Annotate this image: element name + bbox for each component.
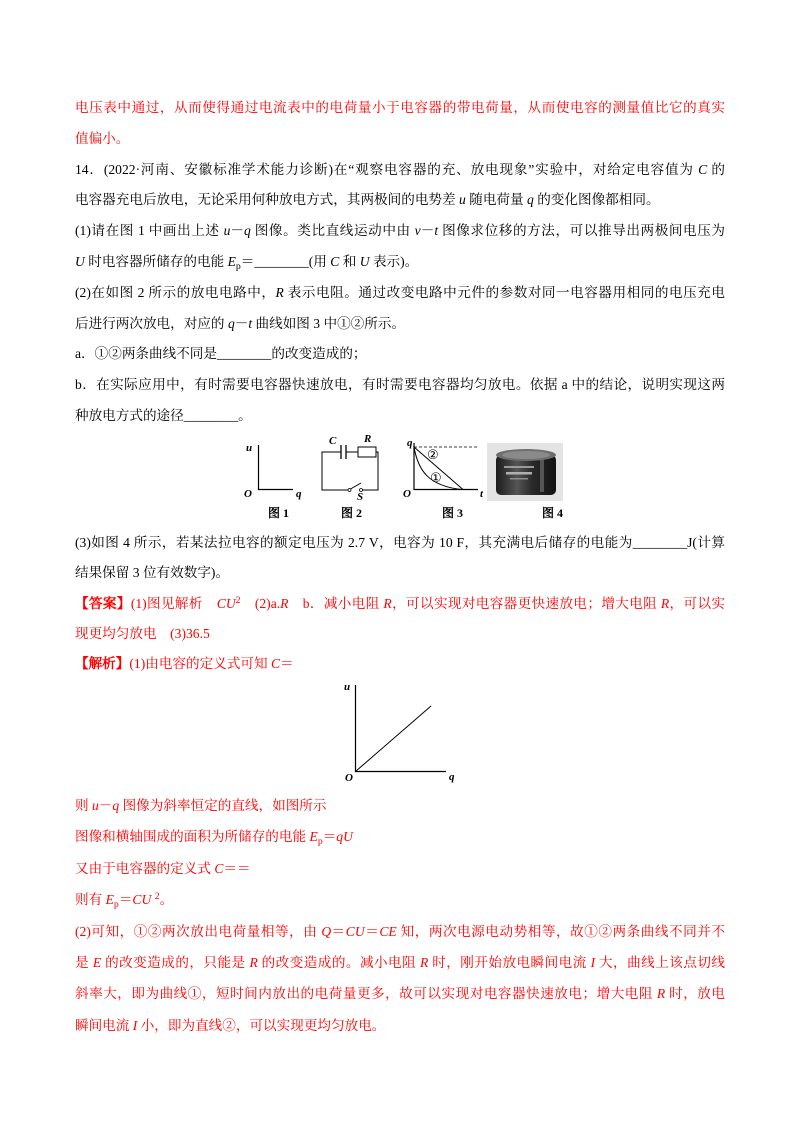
math-symbol: R	[280, 595, 289, 611]
figures-row	[230, 428, 580, 524]
fig1-x-label: q	[296, 488, 302, 500]
text-run: 值偏小。	[75, 130, 130, 146]
text-run: 知，两次电源电动势相等，故①②两条曲线不同并不	[396, 923, 725, 939]
text-run: 大，曲线上该点切线	[595, 954, 725, 970]
text-run: 图像和横轴围成的面积为所储存的电能	[75, 829, 310, 845]
graph-x-label: q	[449, 771, 455, 783]
text-line	[75, 528, 725, 558]
math-symbol: C	[698, 161, 708, 177]
text-run: (2)可知，①②两次放出电荷量相等，由	[75, 923, 322, 939]
text-run: －	[98, 798, 113, 813]
text-run: －	[234, 315, 249, 331]
text-line	[75, 790, 725, 821]
fig3-curve2-label: ②	[427, 447, 439, 462]
explanation-paragraph	[75, 821, 725, 852]
text-line	[75, 185, 725, 216]
capacitor-photo-sheen	[540, 460, 544, 492]
text-run: 时电容器所储存的电能	[84, 253, 228, 269]
math-symbol: t	[248, 315, 253, 331]
text-run: 随电荷量	[465, 192, 527, 208]
resistor-symbol	[358, 447, 376, 457]
question-14-section	[75, 93, 725, 432]
superscript: 2	[154, 891, 160, 903]
text-run: ，可以实现对电容器更快速放电；增大电阻	[391, 595, 661, 611]
math-symbol: R	[383, 595, 392, 611]
fig1-origin-label: O	[244, 488, 252, 500]
math-symbol: u	[223, 223, 231, 239]
graph-line	[356, 706, 432, 772]
text-line	[75, 947, 725, 978]
math-symbol: CE	[379, 923, 397, 939]
math-symbol: E	[227, 253, 236, 269]
math-symbol: R	[420, 954, 429, 970]
fig3-axes	[414, 443, 478, 490]
capacitor-photo-print-1	[504, 466, 534, 468]
text-run: 种放电方式的途径________。	[75, 407, 252, 423]
figure-1	[244, 442, 302, 520]
math-symbol: C	[270, 656, 281, 671]
text-run: 图像为斜率恒定的直线，如图所示	[119, 798, 327, 813]
text-run: 的改变造成的，只能是	[101, 954, 250, 970]
fig3-x-label: t	[480, 488, 484, 500]
text-line	[75, 853, 725, 884]
fig3-y-label: q	[407, 437, 413, 449]
fig2-switch-label: S	[357, 491, 364, 503]
explanation-paragraph	[75, 790, 725, 821]
text-run: 小，即为直线②，可以实现更均匀放电。	[137, 1017, 386, 1033]
fig2-caption: 图 2	[341, 506, 363, 520]
math-symbol: I	[590, 954, 596, 970]
text-run: －	[420, 223, 435, 239]
text-line	[75, 93, 725, 124]
text-run: ＝________(用	[240, 253, 331, 269]
text-run: 后进行两次放电，对应的	[75, 315, 228, 331]
subscript: p	[113, 899, 119, 911]
text-line	[75, 619, 725, 649]
figure-2	[322, 433, 378, 520]
explanation-paragraph	[75, 589, 725, 650]
capacitor-photo-top-inner	[502, 451, 550, 459]
graph-y-label: u	[344, 681, 351, 693]
text-run: 瞬间电流	[75, 1017, 133, 1033]
text-run: a．①②两条曲线不同是________的改变造成的；	[75, 346, 367, 362]
math-symbol: u	[92, 798, 99, 813]
text-run: 表示电阻。通过改变电路中元件的参数对同一电容器用相同的电压充电	[283, 284, 725, 300]
text-line	[75, 589, 725, 619]
text-line	[75, 370, 725, 401]
text-run: 图像求位移的方法，可以推导出两极间电压为	[438, 223, 725, 239]
text-run: (2)a.	[240, 595, 281, 611]
superscript: 2	[235, 594, 241, 606]
fig3-curve1-label: ①	[430, 470, 442, 485]
switch-blade	[351, 483, 362, 489]
question-paragraph	[75, 339, 725, 370]
text-line	[75, 884, 725, 915]
text-run: 斜率大，即为曲线①，短时间内放出的电荷量更多，故可以实现对电容器快速放电；增大电阻	[75, 986, 657, 1002]
text-run: ＝	[280, 656, 294, 671]
text-run: b．减小电阻	[288, 595, 384, 611]
text-run: (1)由电容的定义式可知	[129, 656, 271, 671]
text-run: 的变化图像都相同。	[533, 192, 660, 208]
math-symbol: C	[330, 253, 340, 269]
math-symbol: E	[309, 829, 318, 845]
math-symbol: R	[275, 284, 284, 300]
math-symbol: I	[132, 1017, 138, 1033]
math-symbol: q	[112, 798, 120, 813]
fig2-wire-left	[322, 452, 348, 490]
explanation-paragraph	[75, 853, 725, 884]
text-run: 是	[75, 954, 93, 970]
fig1-caption: 图 1	[268, 506, 290, 520]
fig1-y-label: u	[246, 442, 253, 454]
text-run: 则有	[75, 892, 106, 908]
text-run: (1)请在图 1 中画出上述	[75, 223, 224, 239]
fig2-wire-right	[362, 452, 378, 490]
question-paragraph	[75, 370, 725, 432]
text-run: 电压表中通过，从而使得通过电流表中的电荷量小于电容器的带电荷量，从而使电容的测量值比它的真实	[75, 100, 725, 115]
math-symbol: CU	[216, 595, 236, 611]
section-tag: 【答案】	[75, 595, 131, 611]
text-run: ＝	[118, 892, 133, 908]
capacitor-photo-print-2	[506, 472, 532, 475]
figure-4	[487, 443, 563, 520]
text-line	[75, 124, 725, 155]
text-run: 时，刚开始放电瞬间电流	[428, 954, 591, 970]
graph-axes	[356, 685, 447, 772]
text-run: ＝	[322, 829, 337, 845]
text-run: 的	[707, 161, 725, 177]
math-symbol: Q	[321, 923, 332, 939]
text-run: 曲线如图 3 中①②所示。	[252, 315, 406, 331]
text-line	[75, 339, 725, 370]
text-line	[75, 278, 725, 309]
math-symbol: R	[660, 595, 670, 611]
math-symbol: U	[75, 253, 85, 269]
text-run: 表示)。	[369, 253, 419, 269]
fig3-caption: 图 3	[442, 506, 464, 520]
text-run: 时，放电	[665, 986, 725, 1002]
text-run: 则	[75, 798, 92, 813]
math-symbol: q	[227, 315, 235, 331]
fig3-origin-label: O	[403, 488, 411, 500]
text-run: ＝＝	[223, 860, 251, 876]
math-symbol: CU	[345, 923, 365, 939]
explanation-u-q-graph	[335, 672, 465, 787]
math-symbol: C	[214, 860, 224, 876]
question-paragraph	[75, 155, 725, 217]
fig2-capacitor-label: C	[329, 435, 337, 447]
text-run: 。	[159, 892, 174, 908]
math-symbol: q	[243, 223, 251, 239]
math-symbol: u	[459, 192, 466, 208]
text-run: (2)在如图 2 所示的放电电路中，	[75, 284, 276, 300]
text-run: 的改变造成的。减小电阻	[257, 954, 421, 970]
text-run: ，可以实	[669, 595, 725, 611]
math-symbol: U	[359, 253, 370, 269]
text-run: 图像。类比直线运动中由	[250, 223, 415, 239]
text-run: 结果保留 3 位有效数字)。	[75, 565, 230, 581]
subscript: p	[235, 260, 241, 272]
section-tag: 【解析】	[75, 656, 130, 671]
explanation-paragraph	[75, 884, 725, 915]
math-symbol: t	[434, 223, 439, 239]
math-symbol: E	[92, 954, 102, 970]
math-symbol: R	[249, 954, 258, 970]
math-symbol: v	[414, 223, 421, 239]
text-line	[75, 247, 725, 278]
math-symbol: q	[527, 192, 534, 208]
capacitor-photo-print-3	[510, 478, 528, 480]
text-run: ＝	[331, 923, 346, 939]
fig4-caption: 图 4	[542, 506, 564, 520]
text-line	[75, 916, 725, 947]
text-run: b．在实际应用中，有时需要电容器快速放电，有时需要电容器均匀放电。依据 a 中的结论，说明实现这两	[75, 377, 725, 393]
text-run: 和	[339, 253, 360, 269]
fig1-axes	[259, 445, 294, 490]
text-run: 14．(2022·河南、安徽标准学术能力诊断)在“观察电容器的充、放电现象”实验中，对给定电容值为	[75, 161, 699, 177]
figure-3	[403, 437, 484, 520]
fig2-resistor-label: R	[364, 433, 372, 445]
question-3-and-answer-section	[75, 528, 725, 679]
subscript: p	[317, 836, 323, 848]
text-line	[75, 155, 725, 186]
question-paragraph	[75, 278, 725, 340]
math-symbol: qU	[336, 829, 353, 845]
text-run: 又由于电容器的定义式	[75, 860, 215, 876]
math-symbol: CU	[132, 892, 152, 908]
question-paragraph	[75, 528, 725, 589]
text-run: ＝	[364, 923, 380, 939]
text-line	[75, 1010, 725, 1041]
math-symbol: R	[656, 986, 666, 1002]
text-run: 现更均匀放电 (3)36.5	[75, 625, 210, 641]
text-run: －	[230, 223, 244, 239]
math-symbol: E	[105, 892, 114, 908]
text-line	[75, 216, 725, 247]
explanation-section	[75, 790, 725, 1041]
explanation-paragraph	[75, 916, 725, 1042]
text-line	[75, 821, 725, 852]
question-paragraph	[75, 216, 725, 278]
explanation-paragraph	[75, 93, 725, 155]
text-line	[75, 558, 725, 588]
text-run: 电容器充电后放电，无论采用何种放电方式，其两极间的电势差	[75, 192, 460, 208]
text-run: (1)图见解析	[130, 595, 217, 611]
text-line	[75, 978, 725, 1009]
text-run: (3)如图 4 所示，若某法拉电容的额定电压为 2.7 V，电容为 10 F，其充满电后储存的电能为________J(计算	[75, 535, 725, 550]
graph-origin-label: O	[345, 772, 353, 784]
text-line	[75, 309, 725, 340]
